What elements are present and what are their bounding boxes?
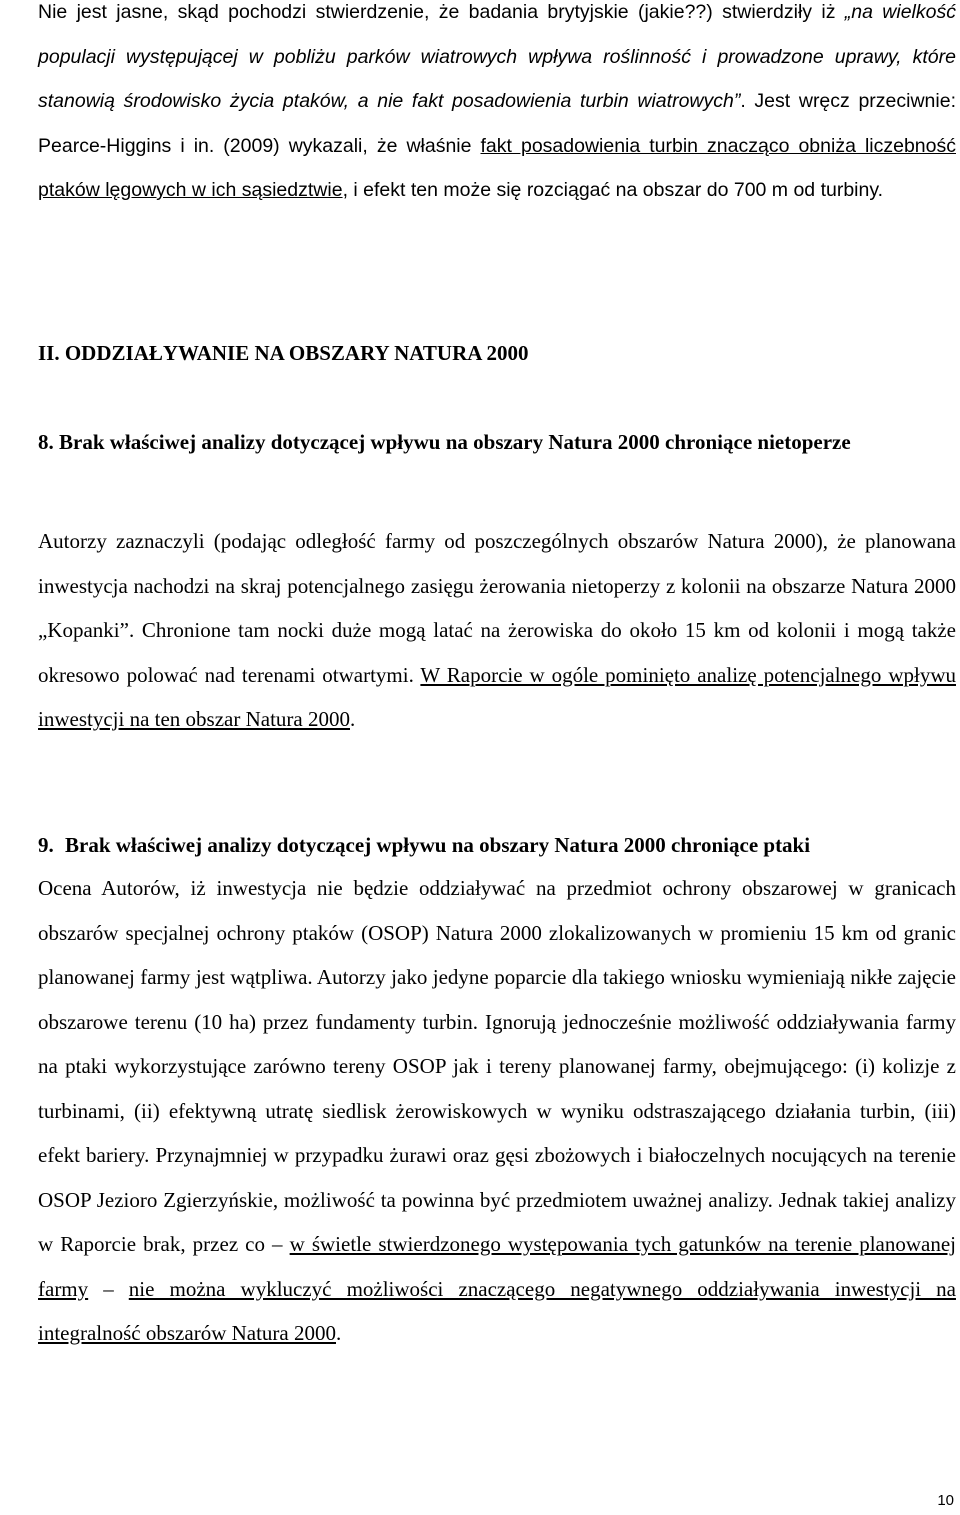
paragraph-intro	[38, 0, 956, 213]
section-heading-ii: II. ODDZIAŁYWANIE NA OBSZARY NATURA 2000	[38, 341, 529, 365]
page-number: 10	[937, 1492, 954, 1509]
point-9-text-3: .	[336, 1321, 342, 1345]
intro-underlined: fakt posadowienia turbin znacząco obniża liczebność ptaków lęgowych w ich sąsiedztwie	[38, 134, 956, 201]
point-8-underlined: W Raporcie w ogóle pominięto analizę potencjalnego wpływu inwestycji na ten obszar Natura 2000	[38, 662, 956, 731]
point-9-heading: Brak właściwej analizy dotyczącej wpływu na obszary Natura 2000 chroniące ptaki	[65, 833, 811, 857]
point-9-underlined-2: nie można wykluczyć możliwości znaczącego negatywnego oddziaływania inwestycji na integralność obszarów Natura 2000	[38, 1276, 956, 1345]
intro-text-3: , i efekt ten może się rozciągać na obszar do 700 m od turbiny.	[342, 179, 884, 201]
intro-quote: „na wielkość populacji występującej w pobliżu parków wiatrowych wpływa roślinność i prowadzone uprawy, które stanowią środowisko życia ptaków, a nie fakt posadowienia turbin wiatrowych”	[38, 1, 956, 112]
intro-text-2: . Jest wręcz przeciwnie: Pearce-Higgins i in. (2009) wykazali, że właśnie	[38, 90, 956, 157]
point-9-heading-row	[38, 823, 956, 867]
point-9-text-2: –	[88, 1276, 129, 1301]
point-8-text-1: Autorzy zaznaczyli (podając odległość farmy od poszczególnych obszarów Natura 2000), że planowana inwestycja nachodzi na skraj potencjalnego zasięgu żerowania nietoperzy z kolonii na obszarze Natura 2000 „Kopanki”. Chronione tam nocki duże mogą latać na żerowiska do około 15 km od kolonii i mogą także okresowo polować nad terenami otwartymi.	[38, 529, 956, 687]
point-8-heading: 8. Brak właściwej analizy dotyczącej wpływu na obszary Natura 2000 chroniące nietoperze	[38, 430, 851, 454]
paragraph-point-8	[38, 519, 956, 742]
point-9-number: 9.	[38, 833, 54, 857]
paragraph-point-9	[38, 866, 956, 1356]
point-9-text-1: Ocena Autorów, iż inwestycja nie będzie oddziaływać na przedmiot ochrony obszarowej w granicach obszarów specjalnej ochrony ptaków (OSOP) Natura 2000 zlokalizowanych w promieniu 15 km od granic planowanej farmy jest wątpliwa. Autorzy jako jedyne poparcie dla takiego wniosku wymieniają nikłe zajęcie obszarowe terenu (10 ha) przez fundamenty turbin. Ignorują jednocześnie możliwość oddziaływania farmy na ptaki wykorzystujące zarówno tereny OSOP jak i tereny planowanej farmy, obejmującego: (i) kolizje z turbinami, (ii) efektywną utratę siedlisk żerowiskowych w wyniku odstraszającego działania turbin, (iii) efekt bariery. Przynajmniej w przypadku żurawi oraz gęsi zbożowych i białoczelnych nocujących na terenie OSOP Jezioro Zgierzyńskie, możliwość ta powinna być przedmiotem uważnej analizy. Jednak takiej analizy w Raporcie brak, przez co –	[38, 876, 956, 1256]
intro-text-1: Nie jest jasne, skąd pochodzi stwierdzenie, że badania brytyjskie (jakie??) stwierdziły iż	[38, 1, 845, 23]
point-8-text-2: .	[350, 707, 356, 731]
point-9-underlined-1: w świetle stwierdzonego występowania tych gatunków na terenie planowanej farmy	[38, 1232, 956, 1301]
